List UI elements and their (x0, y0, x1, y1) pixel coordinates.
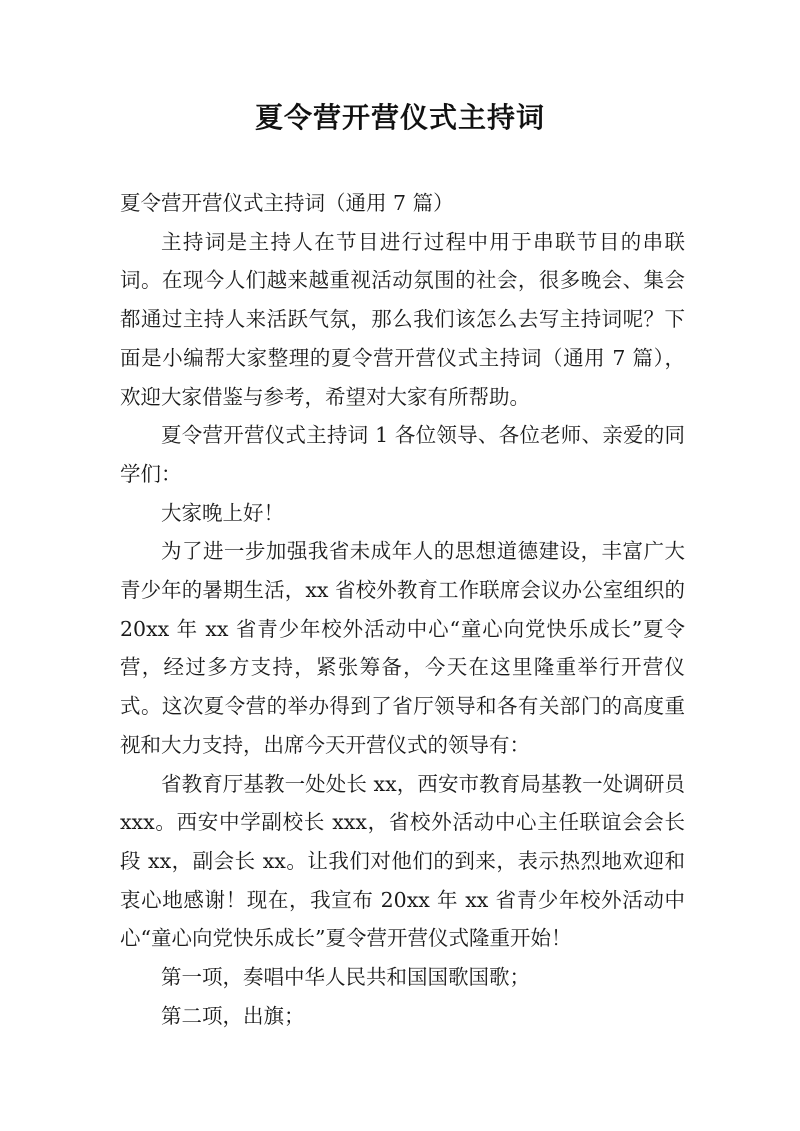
intro-paragraph: 主持词是主持人在节目进行过程中用于串联节目的串联词。在现今人们越来越重视活动氛围的社会，很多晚会、集会都通过主持人来活跃气氛，那么我们该怎么去写主持词呢？下面是小编帮大家整理的夏令营开营仪式主持词（通用 7 篇），欢迎大家借鉴与参考，希望对大家有所帮助。 (120, 229, 685, 409)
agenda-item-1: 第一项，奏唱中华人民共和国国歌国歌； (161, 965, 530, 990)
document-body (120, 184, 685, 1035)
good-evening-paragraph: 大家晚上好！ (161, 500, 284, 525)
agenda-item-2: 第二项，出旗； (161, 1003, 305, 1028)
camp-purpose-paragraph: 为了进一步加强我省未成年人的思想道德建设，丰富广大青少年的暑期生活，xx 省校外教育工作联席会议办公室组织的 20xx 年 xx 省青少年校外活动中心“童心向党快乐成长”夏令营，经过多方支持，紧张筹备，今天在这里隆重举行开营仪式。这次夏令营的举办得到了省厅领导和各有关部门的高度重视和大力支持，出席今天开营仪式的领导有： (120, 539, 685, 757)
greeting-paragraph: 夏令营开营仪式主持词 1 各位领导、各位老师、亲爱的同学们： (120, 423, 685, 486)
document-subtitle: 夏令营开营仪式主持词（通用 7 篇） (120, 191, 454, 215)
attending-leaders-paragraph: 省教育厅基教一处处长 xx，西安市教育局基教一处调研员 xxx。西安中学副校长 xxx，省校外活动中心主任联谊会会长段 xx，副会长 xx。让我们对他们的到来，表示热烈地欢迎和衷心地感谢！现在，我宣布 20xx 年 xx 省青少年校外活动中心“童心向党快乐成长”夏令营开营仪式隆重开始！ (120, 771, 685, 951)
document-title: 夏令营开营仪式主持词 (254, 101, 545, 134)
